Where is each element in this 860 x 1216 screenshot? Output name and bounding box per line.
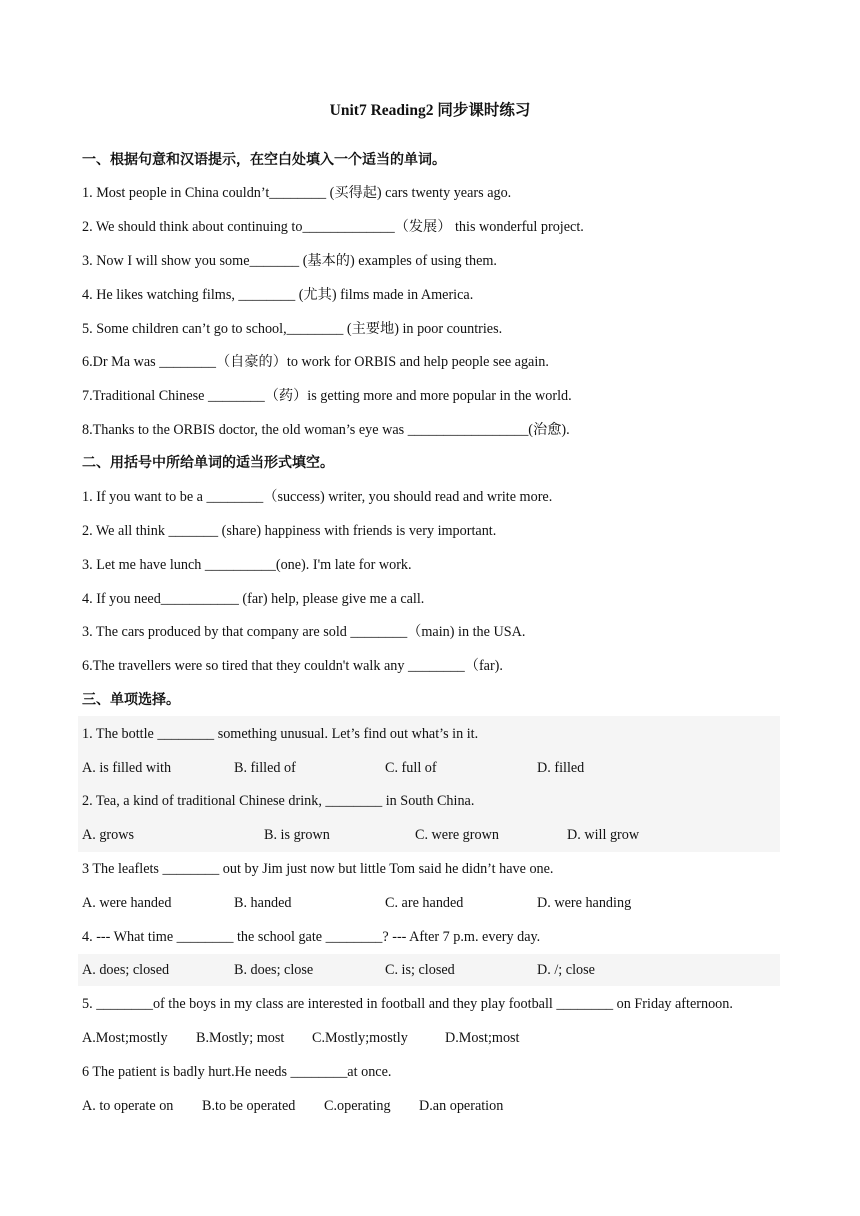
question-line: 6.The travellers were so tired that they couldn't walk any ________（far). xyxy=(82,658,503,674)
option-a: A. to operate on xyxy=(82,1098,174,1114)
option-a: A. does; closed xyxy=(82,962,170,978)
option-b: B.Mostly; most xyxy=(196,1030,285,1046)
question-line: 2. We all think _______ (share) happiness with friends is very important. xyxy=(82,523,497,539)
question-line: 1. Most people in China couldn’t________ (买得起) cars twenty years ago. xyxy=(82,185,512,201)
section-heading: 三、单项选择。 xyxy=(82,692,180,708)
question-line: 1. If you want to be a ________（success) writer, you should read and write more. xyxy=(82,489,553,505)
option-a: A. were handed xyxy=(82,895,172,911)
question-stem: 3 The leaflets ________ out by Jim just now but little Tom said he didn’t have one. xyxy=(82,861,554,877)
option-b: B. handed xyxy=(234,895,292,911)
question-line: 4. If you need___________ (far) help, please give me a call. xyxy=(82,591,425,607)
question-stem: 5. ________of the boys in my class are interested in football and they play football ________ on Friday afternoon. xyxy=(82,996,733,1012)
option-c: C.operating xyxy=(324,1098,391,1114)
option-a: A. is filled with xyxy=(82,760,172,776)
page-title: Unit7 Reading2 同步课时练习 xyxy=(329,102,531,119)
question-line: 5. Some children can’t go to school,________ (主要地) in poor countries. xyxy=(82,321,503,337)
question-line: 2. We should think about continuing to_____________（发展） this wonderful project. xyxy=(82,219,584,235)
question-line: 4. He likes watching films, ________ (尤其) films made in America. xyxy=(82,287,474,303)
option-a: A.Most;mostly xyxy=(82,1030,168,1046)
question-stem: 4. --- What time ________ the school gate ________? --- After 7 p.m. every day. xyxy=(82,929,541,945)
question-line: 3. Let me have lunch __________(one). I'm late for work. xyxy=(82,557,412,573)
option-d: D. /; close xyxy=(537,962,595,978)
option-d: D. were handing xyxy=(537,895,632,911)
option-d: D. filled xyxy=(537,760,585,776)
section-heading: 一、根据句意和汉语提示，在空白处填入一个适当的单词。 xyxy=(82,152,446,168)
option-b: B. is grown xyxy=(264,827,330,843)
question-stem: 6 The patient is badly hurt.He needs ________at once. xyxy=(82,1064,392,1080)
question-line: 7.Traditional Chinese ________（药）is getting more and more popular in the world. xyxy=(82,388,572,404)
question-line: 6.Dr Ma was ________（自豪的）to work for ORBIS and help people see again. xyxy=(82,354,549,370)
option-d: D.an operation xyxy=(419,1098,504,1114)
option-c: C. is; closed xyxy=(385,962,455,978)
option-c: C. full of xyxy=(385,760,437,776)
question-line: 3. Now I will show you some_______ (基本的) examples of using them. xyxy=(82,253,497,269)
option-c: C.Mostly;mostly xyxy=(312,1030,408,1046)
option-c: C. are handed xyxy=(385,895,464,911)
question-line: 3. The cars produced by that company are sold ________（main) in the USA. xyxy=(82,624,526,640)
option-b: B. does; close xyxy=(234,962,314,978)
question-line: 8.Thanks to the ORBIS doctor, the old woman’s eye was _________________(治愈). xyxy=(82,422,570,438)
question-stem: 2. Tea, a kind of traditional Chinese drink, ________ in South China. xyxy=(82,793,475,809)
option-d: D.Most;most xyxy=(445,1030,520,1046)
option-b: B.to be operated xyxy=(202,1098,296,1114)
question-stem: 1. The bottle ________ something unusual. Let’s find out what’s in it. xyxy=(82,726,479,742)
section-heading: 二、用括号中所给单词的适当形式填空。 xyxy=(82,455,334,471)
option-c: C. were grown xyxy=(415,827,499,843)
option-d: D. will grow xyxy=(567,827,640,843)
option-a: A. grows xyxy=(82,827,135,843)
option-b: B. filled of xyxy=(234,760,296,776)
